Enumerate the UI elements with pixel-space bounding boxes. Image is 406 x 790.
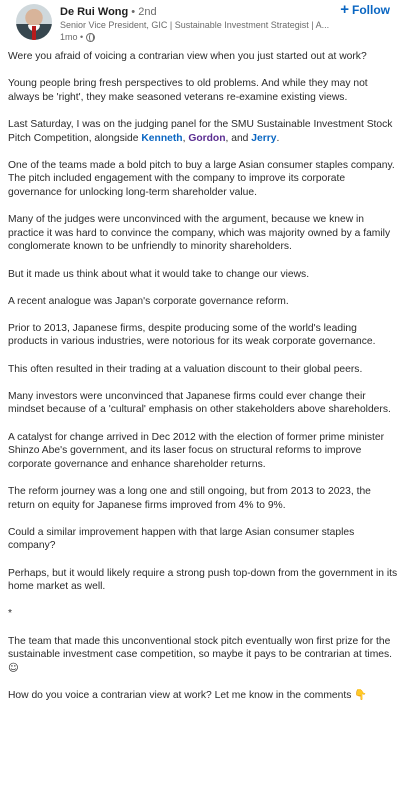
post-paragraph: But it made us think about what it would take to change our views.: [8, 268, 310, 280]
follow-button[interactable]: [340, 3, 390, 17]
mention-gordon[interactable]: Gordon: [188, 132, 226, 144]
post-time-row: [60, 31, 360, 43]
post-paragraph-mentions: [8, 118, 398, 145]
post-paragraph-emoji: [8, 635, 398, 676]
paragraph-text: The team that made this unconventional stock pitch eventually won first prize for the sustainable investment case competition, so maybe it pays to be contrarian at times.: [8, 635, 393, 661]
post-paragraph: This often resulted in their trading at a valuation discount to their global peers.: [8, 363, 363, 375]
author-meta: [60, 1, 360, 43]
follow-label: Follow: [352, 3, 390, 17]
post-paragraph: Were you afraid of voicing a contrarian view when you just started out at work?: [8, 51, 367, 62]
post-paragraph-emoji: [8, 689, 398, 703]
plus-icon: +: [340, 1, 349, 18]
separator: .: [276, 132, 280, 144]
point-down-emoji-icon: 👇: [354, 688, 368, 701]
post-body: [8, 50, 398, 703]
connection-degree: • 2nd: [131, 6, 157, 18]
author-name[interactable]: De Rui Wong: [60, 6, 129, 18]
post-paragraph: Many investors were unconvinced that Japanese firms could ever change their mindset because of a 'cultural' emphasis on other stakeholders above shareholders.: [8, 390, 391, 416]
author-name-row: [60, 1, 360, 19]
author-subtitle: Senior Vice President, GIC | Sustainable Investment Strategist | A...: [60, 20, 330, 30]
author-avatar[interactable]: [16, 4, 52, 40]
paragraph-text: Last Saturday, I was on the judging panel for the SMU Sustainable Investment Stock Pitch Competition, alongside: [8, 118, 393, 144]
post-paragraph: The reform journey was a long one and still ongoing, but from 2013 to 2023, the return on equity for Japanese firms improved from 4% to 9%.: [8, 486, 371, 511]
mention-kenneth[interactable]: Kenneth: [141, 132, 183, 144]
separator: , and: [225, 132, 252, 144]
separator: ,: [182, 132, 189, 144]
post-paragraph: Prior to 2013, Japanese firms, despite producing some of the world's leading products in various industries, were notorious for its weak corporate governance.: [8, 322, 376, 348]
post-paragraph: *: [8, 608, 13, 620]
post-header: [8, 0, 398, 50]
smile-emoji-icon: ☺: [8, 661, 19, 674]
post-paragraph: One of the teams made a bold pitch to buy a large Asian consumer staples company. The pitch included engagement with the company to improve its corporate governance for unlocking long-term shareholder value.: [8, 159, 395, 198]
post-time: 1mo •: [60, 32, 84, 42]
post-paragraph: Could a similar improvement happen with that large Asian consumer staples company?: [8, 526, 355, 552]
post-paragraph: A recent analogue was Japan's corporate governance reform.: [8, 295, 289, 307]
post-paragraph: Many of the judges were unconvinced with the argument, because we knew in practice it was hard to convince the company, which was majority owned by a family conglomerate known to be unfriendly to minority shareholders.: [8, 214, 391, 253]
post-paragraph: A catalyst for change arrived in Dec 2012 with the election of former prime minister Shinzo Abe's government, and its laser focus on structural reforms to improve corporate governance and enhance shareholder returns.: [8, 431, 385, 470]
globe-icon: [86, 33, 95, 42]
mention-jerry[interactable]: Jerry: [251, 132, 277, 144]
avatar-tie: [32, 26, 36, 40]
paragraph-text: How do you voice a contrarian view at work? Let me know in the comments: [8, 689, 352, 701]
post-paragraph: Perhaps, but it would likely require a strong push top-down from the government in its home market as well.: [8, 567, 398, 593]
post-paragraph: Young people bring fresh perspectives to old problems. And while they may not always be 'right', they make seasoned veterans re-examine existing views.: [8, 78, 368, 103]
